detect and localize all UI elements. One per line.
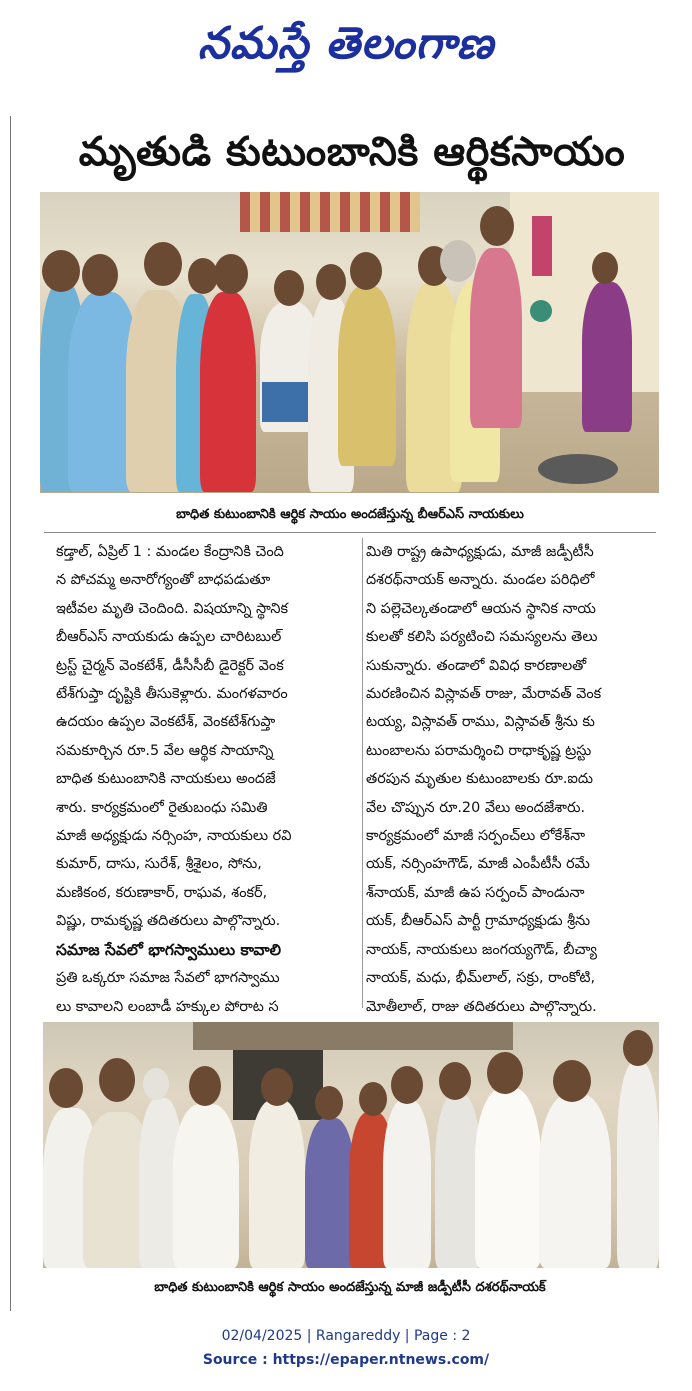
text-line: తరపున మృతుల కుటుంబాలకు రూ.ఐదు bbox=[366, 771, 594, 788]
column-divider bbox=[362, 538, 363, 1008]
text-line: ని పల్లెచెల్కతండాలో ఆయన స్థానిక నాయ bbox=[366, 600, 596, 617]
text-line: యక్, నర్సింహగౌడ్, మాజీ ఎంపీటీసీ రమే bbox=[366, 856, 590, 873]
text-line: ఉదయం ఉప్పల వెంకటేశ్, వెంకటేశ్‌గుప్తా bbox=[56, 714, 276, 731]
article-column-right bbox=[366, 538, 662, 1021]
text-line: విష్ణు, రామకృష్ణ తదితరులు పాల్గొన్నారు. bbox=[56, 913, 281, 930]
text-line: కడ్తాల్, ఏప్రిల్ 1 : మండల కేంద్రానికి చెంది bbox=[56, 544, 284, 560]
text-line: సుకున్నారు. తండాలో వివిధ కారణాలతో bbox=[366, 657, 587, 674]
text-line: వేల చొప్పున రూ.20 వేలు అందజేశారు. bbox=[366, 799, 586, 816]
text-line: శారు. కార్యక్రమంలో రైతుబంధు సమితి bbox=[56, 799, 268, 816]
text-line: టుంబాలను పరామర్శించి రాధాకృష్ణ ట్రస్టు bbox=[366, 742, 592, 759]
newspaper-masthead: నమస్తే తెలంగాణ bbox=[197, 18, 495, 69]
text-line: నాయక్, మధు, భీమ్‌లాల్, సక్రు, రాంకోటి, bbox=[366, 970, 596, 987]
photo-caption-top: బాధిత కుటుంబానికి ఆర్థిక సాయం అందజేస్తున్న బీఆర్ఎస్ నాయకులు bbox=[44, 498, 656, 533]
text-line: ట్రస్ట్ చైర్మన్ వెంకటేశ్, డీసీసీబీ డైరెక్టర్ వెంక bbox=[56, 657, 284, 674]
text-line: బీఆర్ఎస్ నాయకుడు ఉప్పల చారిటబుల్ bbox=[56, 629, 282, 646]
text-line: మోతీలాల్, రాజు తదితరులు పాల్గొన్నారు. bbox=[366, 998, 597, 1015]
text-line: మితి రాష్ట్ర ఉపాధ్యక్షుడు, మాజీ జడ్పీటీసీ bbox=[366, 544, 594, 560]
text-line: నాయక్, నాయకులు జంగయ్యగౌడ్, బీచ్యా bbox=[366, 941, 597, 958]
article-photo-bottom bbox=[43, 1022, 659, 1268]
text-line: దశరథ్‌నాయక్ అన్నారు. మండల పరిధిలో bbox=[366, 572, 595, 589]
text-line: కార్యక్రమంలో మాజీ సర్పంచ్‌లు లోకేశ్‌నా bbox=[366, 828, 586, 845]
text-line: ప్రతి ఒక్కరూ సమాజ సేవలో భాగస్వాము bbox=[56, 970, 280, 987]
article-headline: మృతుడి కుటుంబానికి ఆర్థికసాయం bbox=[78, 129, 626, 175]
text-line: ఇటీవల మృతి చెందింది. విషయాన్ని స్థానిక bbox=[56, 600, 289, 617]
text-line: కులతో కలిసి పర్యటించి సమస్యలను తెలు bbox=[366, 629, 598, 646]
footer-source-link[interactable]: Source : https://epaper.ntnews.com/ bbox=[202, 1352, 490, 1368]
article-photo-top bbox=[40, 192, 659, 493]
text-line: బాధిత కుటుంబానికి నాయకులు అందజే bbox=[56, 771, 276, 788]
photo-caption-bottom: బాధిత కుటుంబానికి ఆర్థిక సాయం అందజేస్తున్న మాజీ జడ్పీటీసీ దశరథ్‌నాయక్ bbox=[154, 1280, 546, 1295]
article-subheading: సమాజ సేవలో భాగస్వాములు కావాలి bbox=[56, 940, 282, 959]
text-line: మణికంఠ, కరుణాకార్, రాఘవ, శంకర్, bbox=[56, 884, 268, 901]
text-line: టేశ్‌గుప్తా దృష్టికి తీసుకెళ్లారు. మంగళవారం bbox=[56, 686, 288, 703]
text-line: మాజీ అధ్యక్షుడు నర్సింహ, నాయకులు రవి bbox=[56, 828, 292, 845]
text-line: యక్, బీఆర్ఎస్ పార్టీ గ్రామాధ్యక్షుడు శ్రీను bbox=[366, 913, 591, 930]
article-column-left bbox=[56, 538, 362, 1021]
footer-date-edition: 02/04/2025 | Rangareddy | Page : 2 bbox=[221, 1328, 471, 1344]
text-line: సమకూర్చిన రూ.5 వేల ఆర్థిక సాయాన్ని bbox=[56, 742, 274, 759]
text-line: టయ్య, విస్లావత్ రాము, విస్లావత్ శ్రీను కు bbox=[366, 714, 595, 731]
left-margin-rule bbox=[10, 116, 11, 1311]
text-line: శ్‌నాయక్, మాజీ ఉప సర్పంచ్ పాండునా bbox=[366, 884, 585, 901]
text-line: లు కావాలని లంబాడీ హక్కుల పోరాట స bbox=[56, 998, 279, 1015]
text-line: మరణించిన విస్లావత్ రాజు, మేరావత్ వెంక bbox=[366, 686, 602, 703]
text-line: న పోచమ్మ అనారోగ్యంతో బాధపడుతూ bbox=[56, 572, 271, 589]
text-line: కుమార్, దాసు, సురేశ్, శ్రీశైలం, సోను, bbox=[56, 856, 262, 873]
